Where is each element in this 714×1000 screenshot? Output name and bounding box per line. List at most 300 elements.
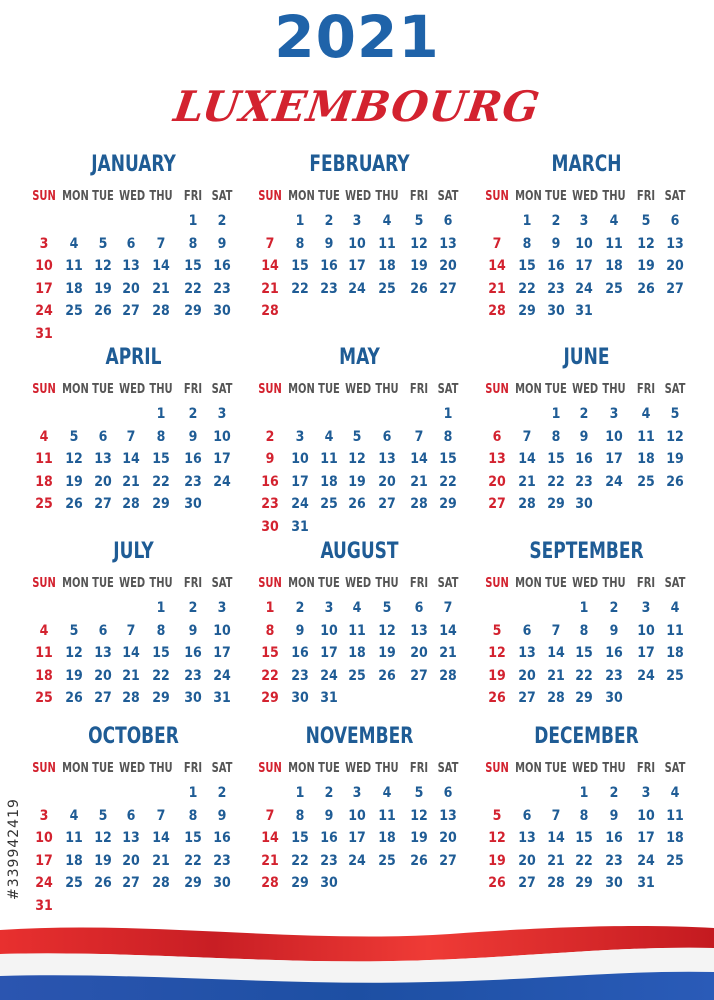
day-cell: 2 [188, 406, 198, 422]
day-cell: 9 [188, 428, 198, 445]
weekday-label: SAT [664, 761, 686, 776]
day-cell: 7 [551, 807, 561, 824]
weekday-label: SAT [211, 576, 233, 591]
day-cell: 27 [122, 875, 140, 891]
day-cell: 3 [641, 785, 651, 801]
luxembourg-flag-wave [0, 920, 714, 1000]
day-cell: 8 [295, 807, 305, 824]
day-cell: 14 [518, 451, 536, 467]
day-cell: 27 [378, 496, 396, 512]
day-cell: 9 [579, 428, 589, 445]
day-cell: 18 [666, 830, 684, 846]
day-cell: 21 [439, 645, 457, 661]
day-cell: 3 [352, 213, 362, 229]
day-cell: 20 [122, 852, 140, 869]
day-cell: 16 [184, 451, 202, 467]
day-cell: 20 [94, 473, 112, 490]
day-cell: 8 [156, 428, 166, 445]
weekday-label: MON [288, 576, 315, 591]
day-cell: 13 [410, 622, 428, 639]
day-cell: 18 [65, 852, 83, 869]
day-cell: 30 [605, 690, 623, 706]
day-cell: 23 [184, 667, 202, 684]
day-cell: 1 [579, 600, 589, 616]
weekday-label: TUE [318, 189, 340, 204]
day-cell: 5 [69, 622, 79, 639]
day-cell: 13 [122, 258, 140, 274]
day-cell: 21 [547, 852, 565, 869]
weekday-label: SUN [32, 189, 56, 204]
weekday-label: TUE [545, 189, 567, 204]
day-cell: 14 [261, 830, 279, 846]
weekday-label: FRI [409, 189, 429, 204]
day-cell: 10 [348, 235, 366, 252]
day-cell: 5 [414, 785, 424, 801]
day-cell: 15 [291, 830, 309, 846]
day-cell: 27 [666, 280, 684, 297]
day-cell: 24 [637, 667, 655, 684]
month-name: MARCH [551, 152, 622, 177]
day-cell: 12 [348, 451, 366, 467]
day-cell: 1 [295, 785, 305, 801]
day-cell: 11 [348, 622, 366, 639]
weekday-label: MON [288, 382, 315, 397]
day-cell: 13 [666, 235, 684, 252]
day-cell: 4 [641, 406, 651, 422]
day-cell: 13 [439, 235, 457, 252]
day-cell: 9 [295, 622, 305, 639]
day-cell: 5 [352, 428, 362, 445]
day-cell: 13 [94, 451, 112, 467]
day-cell: 12 [94, 258, 112, 274]
day-cell: 19 [94, 852, 112, 869]
weekday-label: THU [602, 189, 626, 204]
day-cell: 7 [265, 807, 275, 824]
month-name: APRIL [105, 345, 162, 370]
month-name: DECEMBER [534, 724, 639, 749]
day-cell: 11 [65, 830, 83, 846]
weekday-label: MON [515, 576, 542, 591]
day-cell: 26 [488, 875, 506, 891]
weekday-label: SAT [437, 382, 459, 397]
day-cell: 26 [65, 496, 83, 512]
day-cell: 5 [641, 213, 651, 229]
day-cell: 20 [410, 645, 428, 661]
day-cell: 25 [666, 852, 684, 869]
weekday-label: WED [119, 382, 146, 397]
day-cell: 8 [265, 622, 275, 639]
weekday-label: FRI [636, 189, 656, 204]
day-cell: 10 [320, 622, 338, 639]
day-cell: 24 [35, 303, 53, 319]
day-cell: 1 [443, 406, 453, 422]
day-cell: 7 [156, 235, 166, 252]
day-cell: 29 [152, 496, 170, 512]
day-cell: 22 [291, 852, 309, 869]
weekday-label: THU [602, 576, 626, 591]
day-cell: 4 [39, 428, 49, 445]
weekday-label: FRI [409, 576, 429, 591]
day-cell: 25 [378, 852, 396, 869]
day-cell: 12 [378, 622, 396, 639]
day-cell: 15 [261, 645, 279, 661]
day-cell: 28 [410, 496, 428, 512]
day-cell: 20 [94, 667, 112, 684]
day-cell: 7 [551, 622, 561, 639]
day-cell: 15 [152, 451, 170, 467]
weekday-label: THU [375, 761, 399, 776]
day-cell: 16 [213, 830, 231, 846]
day-cell: 29 [547, 496, 565, 512]
weekday-header [257, 575, 462, 593]
day-cell: 16 [605, 645, 623, 661]
weekday-label: TUE [318, 576, 340, 591]
day-cell: 15 [184, 258, 202, 274]
day-cell: 28 [152, 875, 170, 891]
day-cell: 23 [575, 473, 593, 490]
day-cell: 26 [65, 690, 83, 706]
day-cell: 21 [261, 280, 279, 297]
weekday-label: FRI [636, 382, 656, 397]
day-cell: 11 [605, 235, 623, 252]
day-cell: 10 [637, 807, 655, 824]
weekday-label: WED [119, 189, 146, 204]
weekday-label: FRI [409, 761, 429, 776]
day-cell: 30 [184, 496, 202, 512]
day-cell: 1 [522, 213, 532, 229]
day-cell: 17 [637, 645, 655, 661]
day-cell: 10 [637, 622, 655, 639]
day-cell: 22 [547, 473, 565, 490]
month-name: OCTOBER [88, 724, 179, 749]
day-cell: 29 [518, 303, 536, 319]
day-cell: 23 [320, 852, 338, 869]
day-cell: 8 [156, 622, 166, 639]
day-cell: 9 [265, 451, 275, 467]
day-cell: 18 [605, 258, 623, 274]
day-cell: 5 [98, 807, 108, 824]
weekday-label: WED [345, 761, 372, 776]
day-cell: 7 [414, 428, 424, 445]
day-cell: 4 [670, 600, 680, 616]
day-cell: 22 [152, 667, 170, 684]
day-cell: 2 [551, 213, 561, 229]
day-cell: 30 [184, 690, 202, 706]
day-cell: 25 [320, 496, 338, 512]
weekday-label: WED [345, 576, 372, 591]
day-cell: 30 [605, 875, 623, 891]
weekday-label: MON [515, 382, 542, 397]
day-cell: 26 [410, 280, 428, 297]
day-cell: 6 [98, 428, 108, 445]
day-cell: 26 [666, 473, 684, 490]
weekday-label: TUE [318, 382, 340, 397]
day-cell: 3 [609, 406, 619, 422]
day-cell: 27 [439, 280, 457, 297]
weekday-label: SAT [664, 576, 686, 591]
day-cell: 9 [188, 622, 198, 639]
weekday-label: SUN [485, 189, 509, 204]
day-cell: 12 [94, 830, 112, 846]
day-cell: 28 [547, 875, 565, 891]
day-cell: 6 [443, 213, 453, 229]
weekday-label: WED [572, 189, 599, 204]
day-cell: 25 [666, 667, 684, 684]
day-cell: 9 [324, 807, 334, 824]
day-cell: 17 [320, 645, 338, 661]
weekday-label: FRI [636, 576, 656, 591]
weekday-label: MON [288, 189, 315, 204]
weekday-label: THU [375, 189, 399, 204]
day-cell: 30 [213, 303, 231, 319]
day-cell: 27 [94, 690, 112, 706]
day-cell: 12 [637, 235, 655, 252]
day-cell: 28 [518, 496, 536, 512]
day-cell: 2 [609, 600, 619, 616]
day-cell: 30 [291, 690, 309, 706]
day-cell: 1 [265, 600, 275, 616]
day-cell: 1 [188, 213, 198, 229]
day-cell: 14 [152, 830, 170, 846]
day-cell: 7 [492, 235, 502, 252]
weekday-header [257, 381, 462, 399]
day-cell: 4 [670, 785, 680, 801]
day-cell: 7 [265, 235, 275, 252]
day-cell: 20 [518, 852, 536, 869]
weekday-label: THU [602, 382, 626, 397]
day-cell: 23 [261, 496, 279, 512]
day-cell: 30 [575, 496, 593, 512]
day-cell: 8 [579, 807, 589, 824]
day-cell: 31 [637, 875, 655, 891]
day-cell: 19 [65, 473, 83, 490]
day-cell: 13 [518, 830, 536, 846]
day-cell: 12 [410, 235, 428, 252]
day-cell: 19 [378, 645, 396, 661]
weekday-header [484, 575, 689, 593]
day-cell: 14 [439, 622, 457, 639]
month-name: JANUARY [91, 152, 176, 177]
day-cell: 4 [69, 807, 79, 824]
day-cell: 7 [522, 428, 532, 445]
day-cell: 11 [320, 451, 338, 467]
day-cell: 31 [35, 897, 53, 914]
day-cell: 28 [547, 690, 565, 706]
weekday-label: TUE [545, 761, 567, 776]
day-cell: 19 [488, 852, 506, 869]
day-cell: 10 [605, 428, 623, 445]
day-cell: 25 [378, 280, 396, 297]
day-cell: 3 [352, 785, 362, 801]
day-cell: 12 [666, 428, 684, 445]
day-cell: 17 [637, 830, 655, 846]
day-cell: 1 [188, 785, 198, 801]
day-cell: 8 [188, 235, 198, 252]
day-cell: 27 [410, 667, 428, 684]
weekday-label: SUN [32, 382, 56, 397]
day-cell: 25 [348, 667, 366, 684]
day-cell: 23 [213, 280, 231, 297]
day-cell: 2 [324, 785, 334, 801]
weekday-label: SAT [211, 761, 233, 776]
day-cell: 5 [492, 807, 502, 824]
weekday-label: TUE [92, 576, 114, 591]
day-cell: 16 [261, 473, 279, 490]
weekday-label: TUE [545, 382, 567, 397]
weekday-header [31, 760, 236, 778]
day-cell: 24 [575, 280, 593, 297]
weekday-label: SAT [664, 189, 686, 204]
day-cell: 20 [439, 258, 457, 274]
day-cell: 6 [522, 622, 532, 639]
day-cell: 24 [348, 852, 366, 869]
country-title: LUXEMBOURG [171, 82, 544, 131]
day-cell: 14 [261, 258, 279, 274]
day-cell: 4 [39, 622, 49, 639]
day-cell: 14 [122, 451, 140, 467]
day-cell: 23 [605, 852, 623, 869]
day-cell: 26 [637, 280, 655, 297]
day-cell: 15 [291, 258, 309, 274]
day-cell: 22 [152, 473, 170, 490]
day-cell: 19 [94, 280, 112, 297]
month-name: JULY [113, 539, 154, 564]
weekday-header [31, 188, 236, 206]
day-cell: 25 [65, 875, 83, 891]
day-cell: 4 [382, 785, 392, 801]
day-cell: 29 [439, 496, 457, 512]
day-cell: 14 [547, 645, 565, 661]
day-cell: 26 [94, 303, 112, 319]
day-cell: 29 [261, 690, 279, 706]
day-cell: 12 [65, 645, 83, 661]
day-cell: 17 [291, 473, 309, 490]
day-cell: 23 [320, 280, 338, 297]
day-cell: 2 [609, 785, 619, 801]
day-cell: 11 [35, 645, 53, 661]
day-cell: 19 [348, 473, 366, 490]
weekday-label: FRI [183, 189, 203, 204]
day-cell: 19 [65, 667, 83, 684]
weekday-label: MON [288, 761, 315, 776]
day-cell: 13 [122, 830, 140, 846]
day-cell: 9 [609, 807, 619, 824]
day-cell: 30 [547, 303, 565, 319]
month-name: AUGUST [320, 539, 399, 564]
weekday-label: SAT [437, 761, 459, 776]
day-cell: 23 [547, 280, 565, 297]
day-cell: 14 [152, 258, 170, 274]
calendar-year: 2021 [274, 3, 440, 71]
day-cell: 21 [122, 473, 140, 490]
day-cell: 26 [488, 690, 506, 706]
day-cell: 18 [65, 280, 83, 297]
day-cell: 13 [518, 645, 536, 661]
day-cell: 24 [213, 473, 231, 490]
day-cell: 28 [261, 303, 279, 319]
day-cell: 17 [605, 451, 623, 467]
month-name: JUNE [563, 345, 610, 370]
day-cell: 17 [213, 645, 231, 661]
weekday-label: SUN [485, 382, 509, 397]
day-cell: 22 [575, 667, 593, 684]
day-cell: 25 [637, 473, 655, 490]
day-cell: 6 [522, 807, 532, 824]
weekday-header [31, 575, 236, 593]
day-cell: 16 [320, 830, 338, 846]
day-cell: 15 [547, 451, 565, 467]
day-cell: 17 [213, 451, 231, 467]
day-cell: 5 [382, 600, 392, 616]
day-cell: 27 [518, 875, 536, 891]
weekday-label: SAT [437, 189, 459, 204]
weekday-label: MON [62, 761, 89, 776]
day-cell: 18 [35, 667, 53, 684]
day-cell: 27 [94, 496, 112, 512]
day-cell: 23 [184, 473, 202, 490]
day-cell: 25 [35, 690, 53, 706]
day-cell: 5 [670, 406, 680, 422]
day-cell: 16 [184, 645, 202, 661]
weekday-label: SAT [211, 189, 233, 204]
day-cell: 2 [579, 406, 589, 422]
weekday-label: SUN [485, 761, 509, 776]
day-cell: 15 [439, 451, 457, 467]
weekday-label: TUE [92, 382, 114, 397]
weekday-label: FRI [183, 382, 203, 397]
day-cell: 13 [488, 451, 506, 467]
day-cell: 3 [39, 807, 49, 824]
weekday-label: MON [515, 189, 542, 204]
day-cell: 4 [69, 235, 79, 252]
day-cell: 4 [382, 213, 392, 229]
weekday-label: WED [572, 576, 599, 591]
weekday-header [484, 188, 689, 206]
weekday-label: SUN [32, 761, 56, 776]
day-cell: 2 [295, 600, 305, 616]
day-cell: 15 [152, 645, 170, 661]
weekday-label: SAT [664, 382, 686, 397]
day-cell: 10 [575, 235, 593, 252]
day-cell: 3 [295, 428, 305, 445]
day-cell: 27 [518, 690, 536, 706]
weekday-label: MON [62, 189, 89, 204]
day-cell: 6 [414, 600, 424, 616]
day-cell: 8 [551, 428, 561, 445]
day-cell: 21 [518, 473, 536, 490]
day-cell: 18 [666, 645, 684, 661]
day-cell: 11 [666, 622, 684, 639]
day-cell: 28 [122, 690, 140, 706]
day-cell: 31 [575, 303, 593, 319]
weekday-label: SUN [258, 189, 282, 204]
day-cell: 24 [35, 875, 53, 891]
day-cell: 26 [94, 875, 112, 891]
day-cell: 24 [605, 473, 623, 490]
weekday-header [484, 760, 689, 778]
day-cell: 21 [410, 473, 428, 490]
weekday-label: MON [62, 382, 89, 397]
day-cell: 21 [261, 852, 279, 869]
day-cell: 10 [35, 830, 53, 846]
day-cell: 9 [324, 235, 334, 252]
weekday-label: WED [572, 382, 599, 397]
day-cell: 11 [378, 235, 396, 252]
day-cell: 2 [265, 428, 275, 445]
day-cell: 14 [122, 645, 140, 661]
day-cell: 6 [382, 428, 392, 445]
day-cell: 18 [378, 830, 396, 846]
